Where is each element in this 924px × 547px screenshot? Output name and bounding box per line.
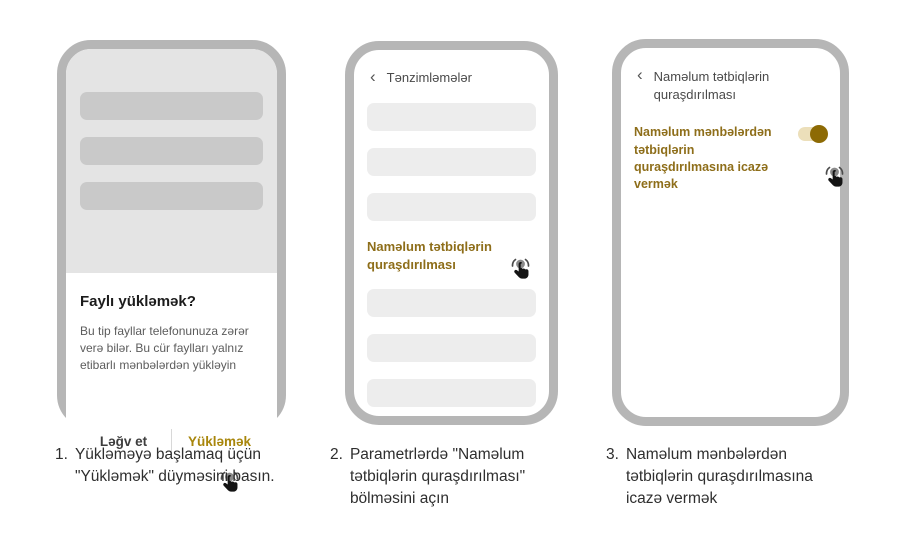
placeholder-bar [367,103,536,131]
menu-item-label: Naməlum tətbiqlərin quraşdırılması [367,239,492,272]
step-caption-2 [330,444,568,510]
back-chevron-icon[interactable]: ‹ [637,65,643,84]
screen-header [637,65,827,104]
unknown-apps-screen [621,48,840,417]
back-chevron-icon[interactable]: ‹ [370,67,376,86]
tap-gesture-icon [821,164,848,195]
menu-item-unknown-apps[interactable] [367,238,517,273]
phone-mockup-3 [612,39,849,426]
dialog-body-text: Bu tip fayllar telefonunuza zərər verə bilər. Bu cür faylları yalnız etibarlı mənbələrdən yükləyin [80,324,249,373]
step-number: 1. [55,446,68,463]
step-text: Parametrlərdə "Naməlum tətbiqlərin quraşdırılması" bölməsini açın [349,446,526,507]
header-title: Tənzimləmələr [386,70,472,85]
placeholder-bar [367,193,536,221]
placeholder-bar [80,182,263,210]
settings-screen [354,50,549,416]
step-number: 2. [330,446,343,463]
phone-mockup-2 [345,41,558,425]
unknown-sources-toggle[interactable] [798,127,827,141]
step-text: Naməlum mənbələrdən tətbiqlərin quraşdırılmasına icazə vermək [625,446,813,507]
dimmed-app-background [66,49,277,273]
screen-header [370,67,536,86]
step-caption-3 [606,444,820,510]
placeholder-bar [80,92,263,120]
placeholder-bar [367,289,536,317]
toggle-knob-icon [810,125,828,143]
placeholder-bar [367,148,536,176]
cancel-button[interactable]: Ləğv et [99,433,148,449]
tap-icon-slot-2 [507,256,534,292]
allow-unknown-sources-row [634,124,827,193]
placeholder-bar [367,334,536,362]
phone-mockup-1 [57,40,286,449]
step-text: Yükləməyə başlamaq üçün "Yükləmək" düyməsini basın. [74,446,275,485]
placeholder-bar [80,137,263,165]
dialog-title: Faylı yükləmək? [80,293,196,310]
download-button[interactable]: Yükləmək [187,433,252,449]
placeholder-bar [367,379,536,407]
header-title: Naməlum tətbiqlərin quraşdırılması [653,69,770,103]
step-caption-1 [55,444,283,488]
tap-icon-slot-3 [821,164,848,200]
setting-label: Naməlum mənbələrdən tətbiqlərin quraşdırılmasına icazə vermək [634,125,772,192]
tap-gesture-icon [507,256,534,287]
step-number: 3. [606,446,619,463]
